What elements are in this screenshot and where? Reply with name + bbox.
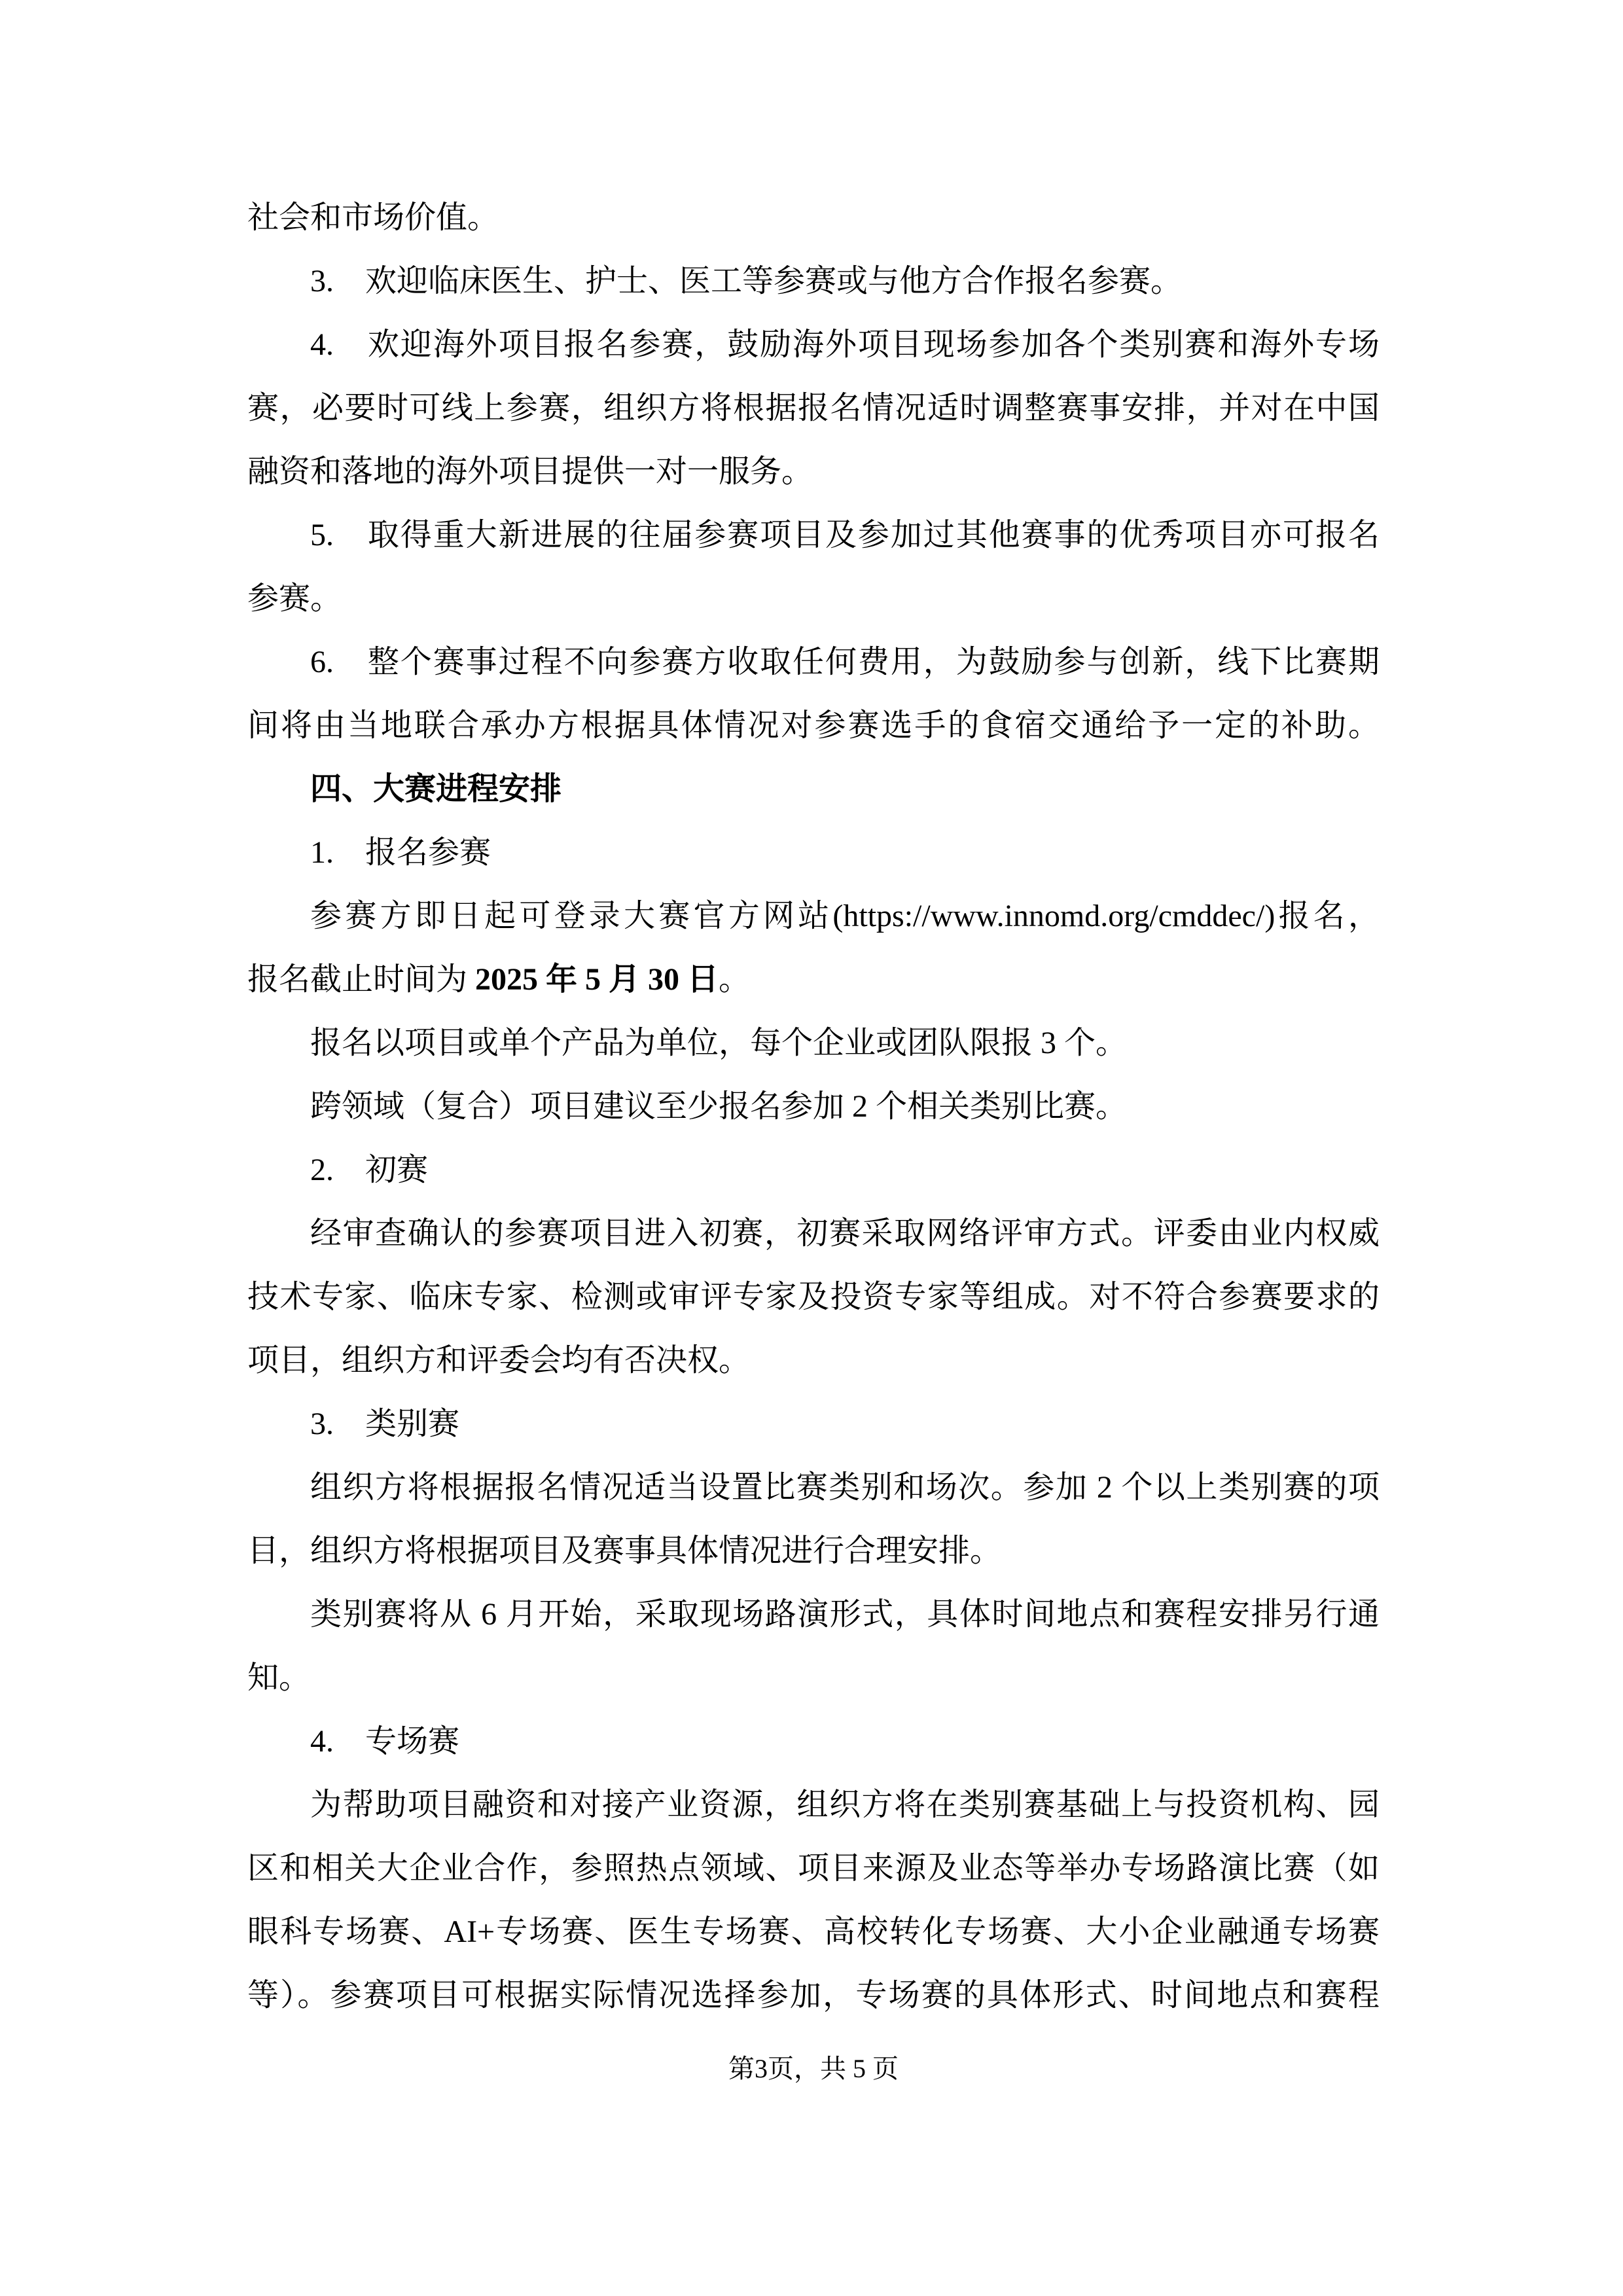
paragraph-line: 知。 — [247, 1660, 311, 1695]
deadline-period: 。 — [719, 962, 751, 997]
url-line-post: )报名， — [1264, 899, 1380, 933]
deadline-line — [247, 948, 1380, 1011]
deadline-date: 2025 年 5 月 30 日 — [475, 962, 719, 997]
paragraph-line: 项目，组织方和评委会均有否决权。 — [247, 1343, 751, 1378]
paragraph-line: 目，组织方将根据项目及赛事具体情况进行合理安排。 — [247, 1534, 1002, 1568]
paragraph-line: 技术专家、临床专家、检测或审评专家及投资专家等组成。对不符合参赛要求的 — [247, 1280, 1380, 1314]
paragraph-line: 为帮助项目融资和对接产业资源，组织方将在类别赛基础上与投资机构、园 — [310, 1787, 1380, 1822]
paragraph-line: 融资和落地的海外项目提供一对一服务。 — [247, 454, 813, 489]
paragraph-line: 类别赛将从 6 月开始，采取现场路演形式，具体时间地点和赛程安排另行通 — [310, 1597, 1380, 1632]
paragraph-line: 跨领域（复合）项目建议至少报名参加 2 个相关类别比赛。 — [310, 1089, 1128, 1124]
list-item-3: 3. 欢迎临床医生、护士、医工等参赛或与他方合作报名参赛。 — [310, 264, 1183, 298]
page-footer — [247, 2051, 1380, 2087]
list-item-4: 4. 欢迎海外项目报名参赛，鼓励海外项目现场参加各个类别赛和海外专场 — [310, 327, 1380, 362]
subsection-item-4: 4. 专场赛 — [310, 1724, 460, 1759]
subsection-item-1: 1. 报名参赛 — [310, 835, 491, 870]
url-line-pre: 参赛方即日起可登录大赛官方网站( — [310, 899, 844, 933]
list-item-5: 5. 取得重大新进展的往届参赛项目及参加过其他赛事的优秀项目亦可报名 — [310, 518, 1380, 552]
paragraph-line: 组织方将根据报名情况适当设置比赛类别和场次。参加 2 个以上类别赛的项 — [310, 1470, 1380, 1505]
paragraph-line: 眼科专场赛、AI+专场赛、医生专场赛、高校转化专场赛、大小企业融通专场赛 — [247, 1914, 1380, 1949]
deadline-label: 报名截止时间为 — [247, 962, 476, 997]
subsection-item-2: 2. 初赛 — [310, 1153, 429, 1187]
paragraph-line: 赛，必要时可线上参赛，组织方将根据报名情况适时调整赛事安排，并对在中国 — [247, 391, 1380, 425]
paragraph-line: 经审查确认的参赛项目进入初赛，初赛采取网络评审方式。评委由业内权威 — [310, 1216, 1380, 1251]
page-number: 第3页，共 5 页 — [728, 2054, 899, 2083]
subsection-item-3: 3. 类别赛 — [310, 1407, 460, 1441]
list-item-6: 6. 整个赛事过程不向参赛方收取任何费用，为鼓励参与创新，线下比赛期 — [310, 645, 1380, 679]
paragraph-line: 等）。参赛项目可根据实际情况选择参加，专场赛的具体形式、时间地点和赛程 — [247, 1978, 1380, 2013]
paragraph-line — [247, 884, 1380, 948]
paragraph-line: 报名以项目或单个产品为单位，每个企业或团队限报 3 个。 — [310, 1026, 1128, 1060]
paragraph-line: 社会和市场价值。 — [247, 200, 499, 235]
paragraph-line: 参赛。 — [247, 581, 342, 616]
paragraph-line: 区和相关大企业合作，参照热点领域、项目来源及业态等举办专场路演比赛（如 — [247, 1851, 1380, 1886]
section-heading: 四、大赛进程安排 — [310, 772, 562, 806]
contest-website-url: https://www.innomd.org/cmddec/ — [843, 899, 1265, 933]
paragraph-line: 间将由当地联合承办方根据具体情况对参赛选手的食宿交通给予一定的补助。 — [247, 708, 1380, 743]
document-body — [247, 186, 1380, 2027]
